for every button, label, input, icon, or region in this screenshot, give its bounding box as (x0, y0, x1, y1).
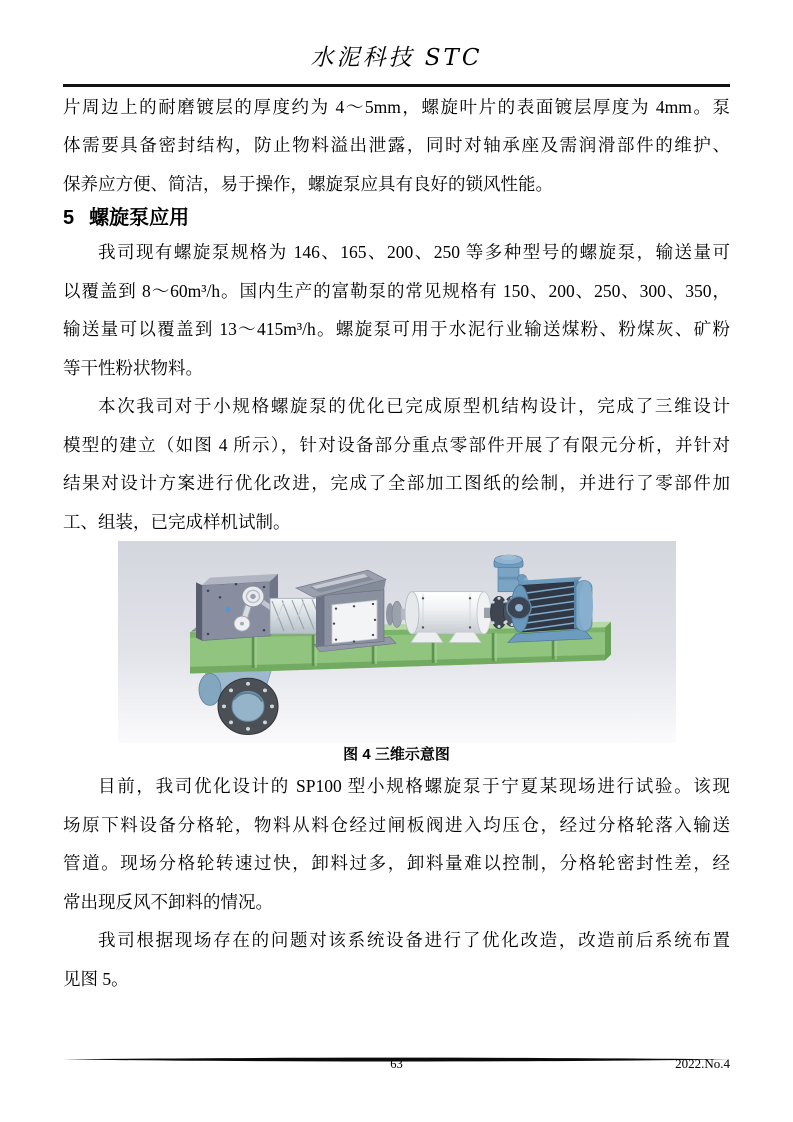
screw-pump-3d-illustration (118, 541, 676, 743)
figure-3d-render (118, 541, 676, 743)
paragraph-4 (63, 921, 730, 998)
text-line: 本次我司对于小规格螺旋泵的优化已完成原型机结构设计，完成了三维设计 (98, 396, 730, 416)
text-line: 我司现有螺旋泵规格为 146、165、200、250 等多种型号的螺旋泵，输送量可 (98, 242, 730, 262)
paragraph-3 (63, 767, 730, 921)
figure-caption: 图 4 三维示意图 (343, 746, 450, 763)
text-line: 输送量可以覆盖到 13～415m³/h。螺旋泵可用于水泥行业输送煤粉、粉煤灰、矿粉 (63, 319, 730, 339)
text-line: 目前，我司优化设计的 SP100 型小规格螺旋泵于宁夏某现场进行试验。该现 (98, 776, 730, 796)
section-number: 5 (63, 207, 75, 229)
text-line: 结果对设计方案进行优化改进，完成了全部加工图纸的绘制，并进行了零部件加 (63, 473, 730, 493)
issue-number: 2022.No.4 (675, 1056, 730, 1071)
section-title: 螺旋泵应用 (89, 207, 190, 229)
text-line: 片周边上的耐磨镀层的厚度约为 4～5mm，螺旋叶片的表面镀层厚度为 4mm。泵 (63, 96, 730, 117)
text-line: 我司根据现场存在的问题对该系统设备进行了优化改造，改造前后系统布置 (98, 930, 730, 950)
journal-title: 水泥科技 STC (310, 45, 483, 71)
section-heading-5 (63, 203, 730, 233)
text-line: 管道。现场分格轮转速过快，卸料过多，卸料量难以控制，分格轮密封性差，经 (63, 853, 730, 873)
page-number: 63 (390, 1057, 403, 1071)
text-line: 常出现反风不卸料的情况。 (63, 891, 273, 912)
chute-flange (218, 678, 278, 734)
paragraph-2 (63, 387, 730, 541)
text-line: 见图 5。 (63, 968, 129, 989)
header-rule (63, 84, 730, 87)
text-line: 体需要具备密封结构，防止物料溢出泄露，同时对轴承座及需润滑部件的维护、 (63, 135, 730, 155)
text-line: 等干性粉状物料。 (63, 357, 203, 378)
text-line: 模型的建立（如图 4 所示），针对设备部分重点零部件开展了有限元分析，并针对 (63, 434, 730, 455)
text-line: 以覆盖到 8～60m³/h。国内生产的富勒泵的常见规格有 150、200、250、300、350， (63, 280, 730, 301)
text-line: 工、组装，已完成样机试制。 (63, 511, 291, 532)
page-content (63, 0, 730, 998)
text-line: 场原下料设备分格轮，物料从料仓经过闸板阀进入均压仓，经过分格轮落入输送 (63, 814, 730, 835)
body-text (63, 88, 730, 999)
paragraph-intro (63, 88, 730, 204)
paragraph-1 (63, 233, 730, 387)
text-line: 保养应方便、简洁，易于操作，螺旋泵应具有良好的锁风性能。 (63, 173, 553, 194)
